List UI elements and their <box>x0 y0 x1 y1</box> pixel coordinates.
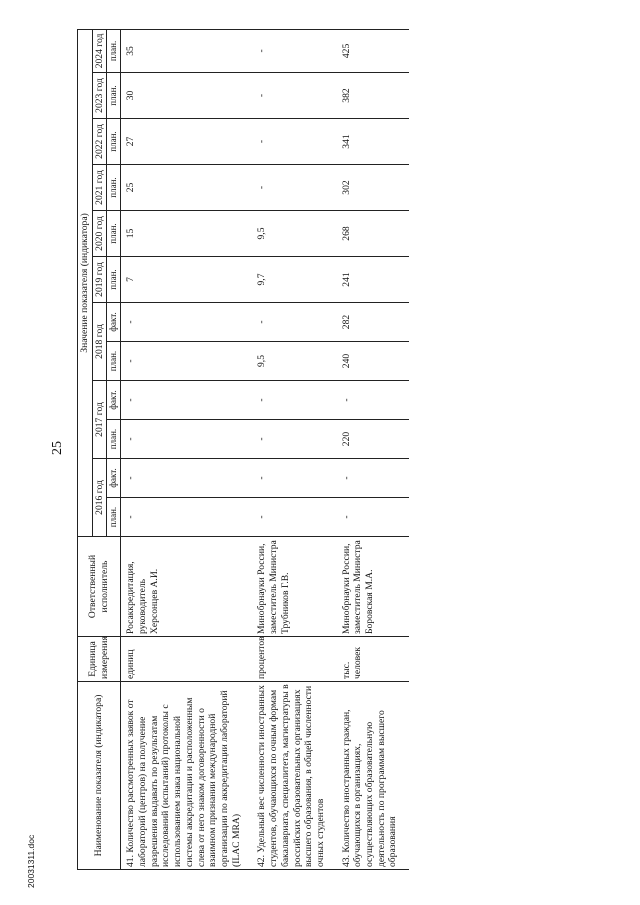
value-cell: - <box>121 498 253 537</box>
value-cell: 382 <box>337 73 410 119</box>
unit-cell: тыс. человек <box>337 637 410 682</box>
table-row <box>252 29 336 869</box>
header-plan: план. <box>107 498 121 537</box>
header-year: 2017 год <box>92 381 107 459</box>
value-cell: - <box>252 119 336 165</box>
row-index: 43. <box>340 855 352 867</box>
header-year: 2020 год <box>92 211 107 257</box>
value-cell: - <box>252 498 336 537</box>
value-cell: 240 <box>337 342 410 381</box>
value-cell: 9,7 <box>252 257 336 303</box>
value-cell: 302 <box>337 165 410 211</box>
responsible-cell: Минобрнауки России, заместитель Министра Трубников Г.В. <box>252 537 336 637</box>
value-cell: - <box>252 381 336 420</box>
indicator-name-cell <box>252 682 336 870</box>
footer-filename: 20031311.doc <box>26 834 36 888</box>
value-cell: 425 <box>337 29 410 72</box>
value-cell: 7 <box>121 257 253 303</box>
indicator-name: Количество иностранных граждан, обучающихся в организациях, осуществляющих образовательную деятельность по программам высшего образования <box>340 709 399 867</box>
header-plan: план. <box>107 73 121 119</box>
header-plan: план. <box>107 211 121 257</box>
header-responsible: Ответственный исполнитель <box>78 537 121 637</box>
value-cell: - <box>121 420 253 459</box>
indicator-name: Количество рассмотренных заявок от лабораторий (центров) на получение разрешения выдавать по результатам исследований (испытаний) протоколы с использованием знака национальной системы аккредитации и расположенным слева от него знаком договоренности о взаимном признании международной организации по аккредитации лабораторий (ILAC MRA) <box>125 690 242 867</box>
value-cell: - <box>337 381 410 420</box>
header-plan: план. <box>107 165 121 211</box>
responsible-cell: Минобрнауки России, заместитель Министра Боровская М.А. <box>337 537 410 637</box>
value-cell: - <box>337 498 410 537</box>
header-year: 2016 год <box>92 459 107 537</box>
header-plan: план. <box>107 342 121 381</box>
row-index: 42. <box>256 855 268 867</box>
value-cell: 35 <box>121 29 253 72</box>
header-unit: Единица измерения <box>78 637 121 682</box>
value-cell: 25 <box>121 165 253 211</box>
value-cell: 30 <box>121 73 253 119</box>
header-plan: план. <box>107 420 121 459</box>
header-fact: факт. <box>107 303 121 342</box>
value-cell: 9,5 <box>252 211 336 257</box>
header-plan: план. <box>107 257 121 303</box>
value-cell: 241 <box>337 257 410 303</box>
value-cell: - <box>252 165 336 211</box>
value-cell: - <box>252 29 336 72</box>
header-plan: план. <box>107 119 121 165</box>
indicator-name-cell <box>337 682 410 870</box>
rotated-table-area <box>77 30 615 870</box>
value-cell: 9,5 <box>252 342 336 381</box>
unit-cell: единиц <box>121 637 253 682</box>
value-cell: - <box>121 459 253 498</box>
header-value-group: Значение показателя (индикатора) <box>78 29 93 536</box>
header-fact: факт. <box>107 381 121 420</box>
value-cell: 282 <box>337 303 410 342</box>
indicators-table <box>77 29 409 870</box>
header-year: 2024 год <box>92 29 107 72</box>
value-cell: - <box>121 381 253 420</box>
header-year: 2021 год <box>92 165 107 211</box>
header-year: 2022 год <box>92 119 107 165</box>
value-cell: 15 <box>121 211 253 257</box>
value-cell: - <box>121 303 253 342</box>
value-cell: - <box>121 342 253 381</box>
row-index: 41. <box>125 855 137 867</box>
header-plan: план. <box>107 29 121 72</box>
indicator-name: Удельный вес численности иностранных студентов, обучающихся по очным формам бакалавриата, специалитета, магистратуры в российских образовательных организациях высшего образования, в общей численности очных студентов <box>256 684 326 867</box>
value-cell: 220 <box>337 420 410 459</box>
value-cell: - <box>337 459 410 498</box>
table-row <box>121 29 253 869</box>
header-year: 2019 год <box>92 257 107 303</box>
value-cell: 27 <box>121 119 253 165</box>
page-number: 25 <box>50 441 65 455</box>
header-name: Наименование показателя (индикатора) <box>78 682 121 870</box>
value-cell: - <box>252 459 336 498</box>
header-year: 2018 год <box>92 303 107 381</box>
header-fact: факт. <box>107 459 121 498</box>
value-cell: 268 <box>337 211 410 257</box>
value-cell: - <box>252 303 336 342</box>
indicator-name-cell <box>121 682 253 870</box>
table-row <box>337 29 410 869</box>
responsible-cell: Росаккредитация, руководитель Херсонцев А.И. <box>121 537 253 637</box>
value-cell: 341 <box>337 119 410 165</box>
value-cell: - <box>252 73 336 119</box>
value-cell: - <box>252 420 336 459</box>
header-year: 2023 год <box>92 73 107 119</box>
unit-cell: процентов <box>252 637 336 682</box>
